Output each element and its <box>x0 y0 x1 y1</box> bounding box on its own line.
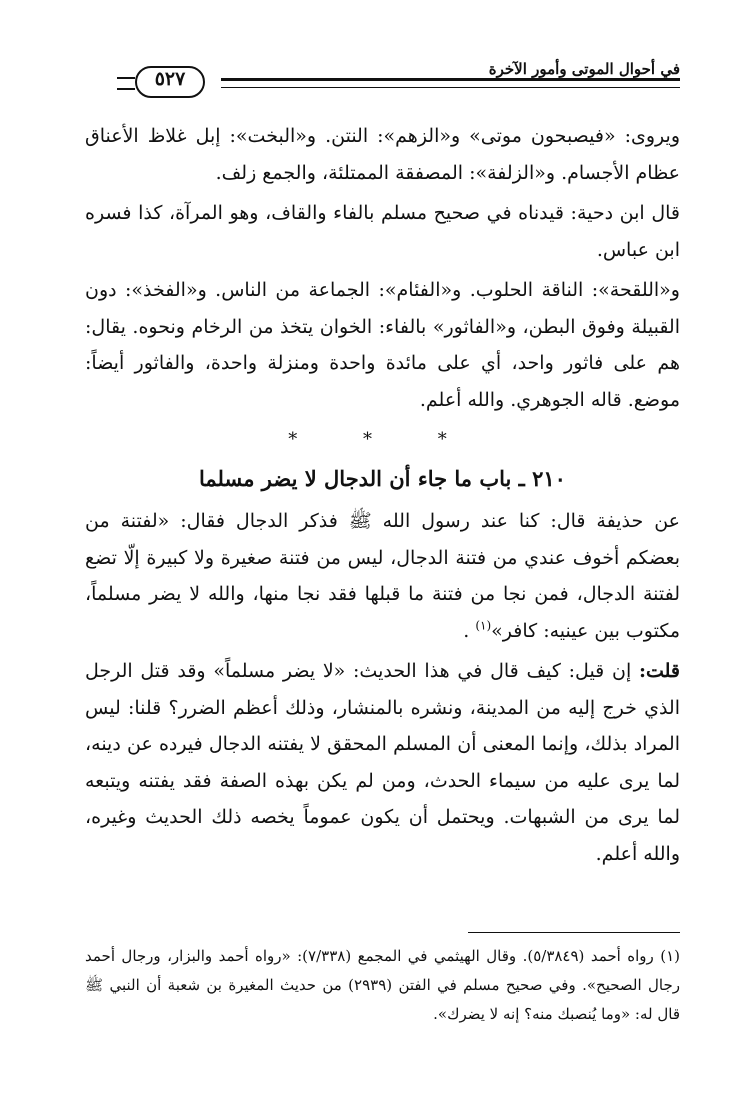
footnote-divider <box>468 932 680 933</box>
running-title: في أحوال الموتى وأمور الآخرة <box>483 60 680 78</box>
chapter-heading: ٢١٠ ـ باب ما جاء أن الدجال لا يضر مسلما <box>199 465 566 491</box>
section-separator: * * * <box>288 429 477 450</box>
footnote-reference: (١) <box>475 618 492 633</box>
header-double-rule <box>221 78 680 88</box>
paragraph-definitions-2: و«اللقحة»: الناقة الحلوب. و«الفئام»: الجماعة من الناس. و«الفخذ»: دون القبيلة وفوق البطن، و«الفاثور» بالفاء: الخوان يتخذ من الرخام ونحوه. يقال: هم على فاثور واحد، أي على مائدة واحدة ومنزلة واحدة، والفاثور أيضاً: موضع. قاله الجوهري. والله أعلم. <box>85 279 680 411</box>
paragraph-commentary <box>85 653 680 872</box>
commentary-lead: قلت: <box>638 660 680 682</box>
paragraph-ibn-dihya: قال ابن دحية: قيدناه في صحيح مسلم بالفاء والقاف، وهو المرآة، كذا فسره ابن عباس. <box>85 202 680 261</box>
paragraph-hadith <box>85 503 680 649</box>
footnote-1: (١) رواه أحمد (٥/٣٨٤٩). وقال الهيثمي في المجمع (٧/٣٣٨): «رواه أحمد والبزار، ورجال أحمد رجال الصحيح». وفي صحيح مسلم في الفتن (٢٩٣٩) من حديث المغيرة بن شعبة أن النبي ﷺ قال له: «وما يُنصبك منه؟ إنه لا يضرك». <box>85 947 680 1023</box>
page-number: ٥٢٧ <box>154 68 186 90</box>
hadith-text: عن حذيفة قال: كنا عند رسول الله ﷺ فذكر الدجال فقال: «لفتنة من بعضكم أخوف عندي من فتنة الدجال، ليس من فتنة صغيرة ولا كبيرة إلّا تضع لفتنة الدجال، فمن نجا من فتنة ما قبلها فقد نجا منها، والله لا يضر مسلماً، مكتوب بين عينيه: كافر» <box>85 510 680 642</box>
paragraph-definitions-1: ويروى: «فيصبحون موتى» و«الزهم»: النتن. و«البخت»: إبل غلاظ الأعناق عظام الأجسام. و«الزلفة»: المصفقة الممتلئة، والجمع زلف. <box>85 125 680 184</box>
commentary-text: إن قيل: كيف قال في هذا الحديث: «لا يضر مسلماً» وقد قتل الرجل الذي خرج إليه من المدينة، ونشره بالمنشار، وذلك أعظم الضرر؟ قلنا: ليس المراد بذلك، وإنما المعنى أن المسلم المحقق لا يفتنه الدجال فيرده عن دينه، لما يرى عليه من سيماء الحدث، ومن لم يكن بهذه الصفة فقد يفتنه ويتبعه لما يرى من الشبهات. ويحتمل أن يكون عموماً يخصه ذلك الحديث وغيره، والله أعلم. <box>85 660 680 865</box>
hadith-end: . <box>463 619 476 642</box>
header-ornament-lines <box>117 77 135 90</box>
page-number-badge <box>117 64 217 98</box>
main-text <box>85 118 680 876</box>
page-header <box>85 60 680 100</box>
footnotes <box>85 942 680 1029</box>
